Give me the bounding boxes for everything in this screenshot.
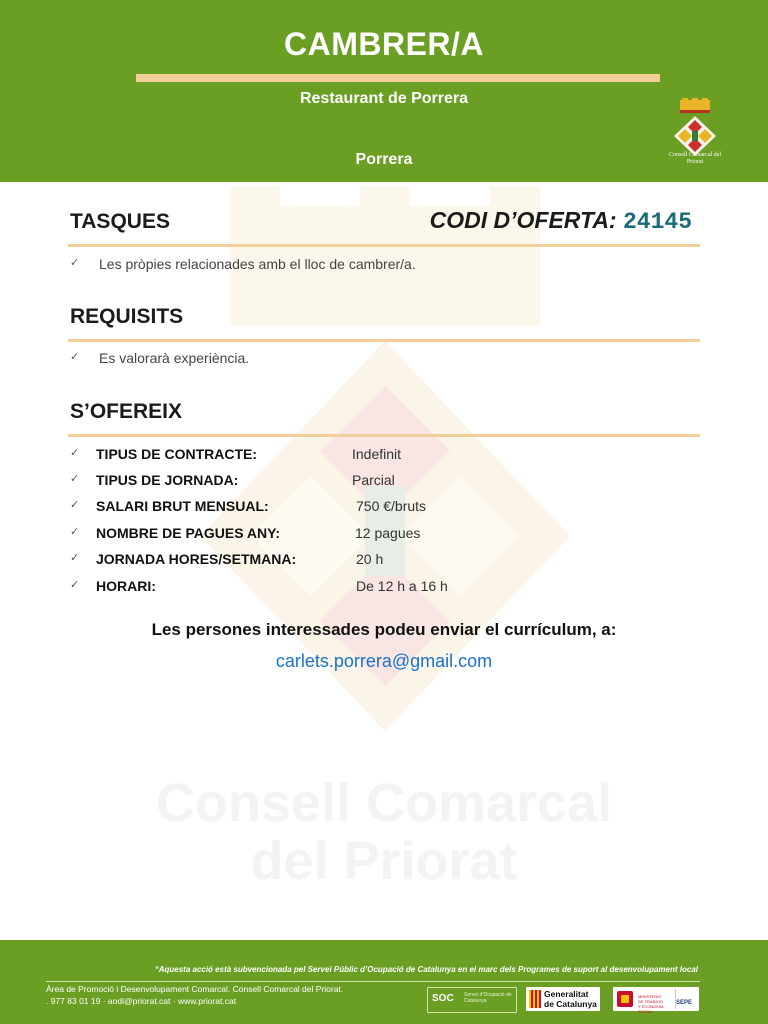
offer-heading: S’OFEREIX <box>70 400 183 423</box>
generalitat-logo: Generalitat de Catalunya <box>526 987 600 1011</box>
check-icon: ✓ <box>70 257 80 269</box>
tasks-heading: TASQUES <box>70 210 170 233</box>
weekly-hours-value: 20 h <box>356 551 384 567</box>
footer-divider <box>46 981 700 982</box>
check-icon: ✓ <box>70 499 80 511</box>
gross-salary-label: SALARI BRUT MENSUAL: <box>96 498 269 514</box>
watermark-line-2: del Priorat <box>250 831 518 891</box>
requirements-divider <box>68 339 700 342</box>
offer-divider <box>68 434 700 437</box>
schedule-type-value: Parcial <box>352 472 395 488</box>
check-icon: ✓ <box>70 473 80 485</box>
crest-label: Consell Comarcal del Priorat <box>669 152 721 165</box>
timetable-label: HORARI: <box>96 578 156 594</box>
title-divider <box>136 74 660 82</box>
apply-instructions: Les persones interessades podeu enviar el currículum, a: <box>151 620 617 639</box>
soc-logo: SOC Servei d’Ocupació de Catalunya <box>427 987 517 1013</box>
senyera-icon <box>529 990 541 1008</box>
requirement-item: Es valorarà experiència. <box>99 350 250 366</box>
check-icon: ✓ <box>70 351 80 363</box>
footer-department: Àrea de Promoció i Desenvolupament Comarcal. Consell Comarcal del Priorat. <box>46 984 344 994</box>
contract-type-value: Indefinit <box>352 446 402 462</box>
offer-code-number: 24145 <box>622 209 692 235</box>
tasks-divider <box>68 244 700 247</box>
contract-type-label: TIPUS DE CONTRACTE: <box>96 446 257 462</box>
gross-salary-value: 750 €/bruts <box>356 498 427 514</box>
task-item: Les pròpies relacionades amb el lloc de cambrer/a. <box>99 256 416 272</box>
employer-name: Restaurant de Porrera <box>299 90 469 107</box>
ministry-sepe-logo: MINISTERIO DE TRABAJO Y ECONOMÍA SOCIAL SEPE <box>613 987 699 1011</box>
offer-code <box>430 207 692 235</box>
check-icon: ✓ <box>70 552 80 564</box>
offer-code-label: CODI D’OFERTA: <box>429 207 617 233</box>
payments-label: NOMBRE DE PAGUES ANY: <box>96 525 281 541</box>
schedule-type-label: TIPUS DE JORNADA: <box>96 472 239 488</box>
requirements-heading: REQUISITS <box>70 305 184 328</box>
check-icon: ✓ <box>70 447 80 459</box>
footer-contact: . 977 83 01 19 · aodl@priorat.cat · www.priorat.cat <box>46 996 237 1006</box>
job-title: CAMBRER/A <box>283 26 485 62</box>
payments-value: 12 pagues <box>355 525 421 541</box>
job-location: Porrera <box>355 151 413 168</box>
check-icon: ✓ <box>70 526 80 538</box>
funding-disclaimer: “Aquesta acció està subvencionada pel Servei Públic d’Ocupació de Catalunya en el marc dels Programes de suport al desenvolupament local <box>154 965 698 974</box>
check-icon: ✓ <box>70 579 80 591</box>
timetable-value: De 12 h a 16 h <box>356 578 448 594</box>
contact-email-link[interactable]: carlets.porrera@gmail.com <box>275 651 493 671</box>
watermark-line-1: Consell Comarcal <box>155 773 613 833</box>
weekly-hours-label: JORNADA HORES/SETMANA: <box>96 551 297 567</box>
